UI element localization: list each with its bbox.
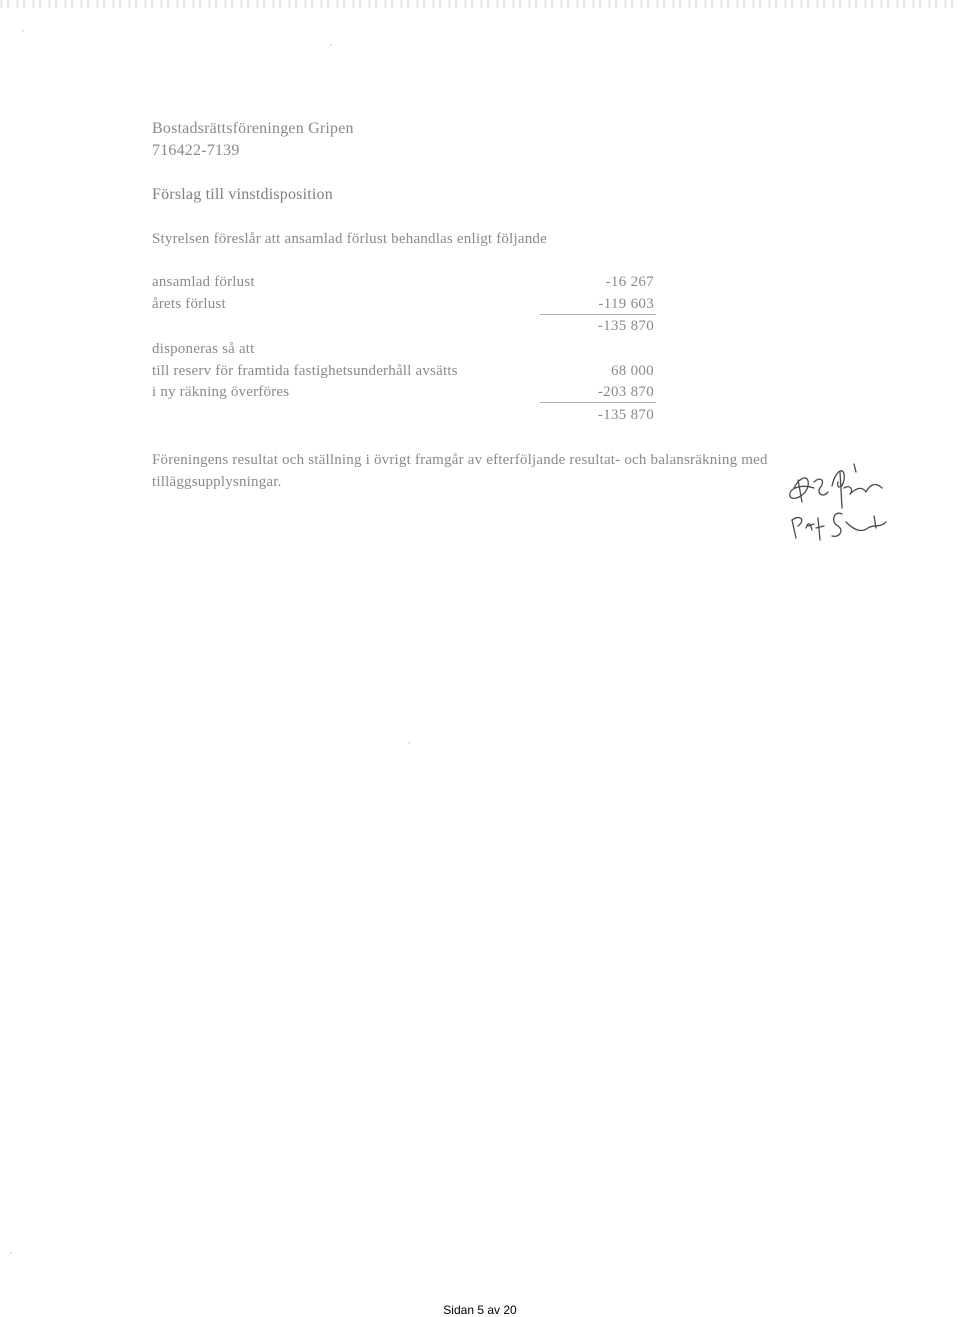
intro-text: Styrelsen föreslår att ansamlad förlust behandlas enligt följande — [152, 231, 547, 247]
disposition-label-carried-forward: i ny räkning överföres — [152, 384, 290, 400]
page-heading: Förslag till vinstdisposition — [152, 186, 333, 203]
line-label-accumulated-loss: ansamlad förlust — [152, 274, 255, 290]
disposition-intro: disponeras så att — [152, 341, 255, 357]
disposition-amount-carried-forward: -203 870 — [597, 384, 654, 400]
scan-speck — [10, 1252, 12, 1254]
org-name: Bostadsrättsföreningen Gripen — [152, 120, 354, 137]
subtotal-amount: -135 870 — [597, 318, 654, 334]
subtotal-rule — [540, 314, 656, 315]
line-amount-year-loss: -119 603 — [598, 296, 654, 312]
scan-speck — [22, 30, 24, 32]
line-label-year-loss: årets förlust — [152, 296, 226, 312]
scan-speck — [330, 44, 332, 46]
scan-edge-artifact — [0, 0, 960, 8]
closing-text-line-2: tilläggsupplysningar. — [152, 474, 282, 490]
scan-speck — [408, 742, 410, 744]
line-amount-accumulated-loss: -16 267 — [605, 274, 654, 290]
total-amount: -135 870 — [597, 407, 654, 423]
disposition-amount-reserve: 68 000 — [610, 363, 654, 379]
org-number: 716422-7139 — [152, 142, 240, 159]
total-rule — [540, 402, 656, 403]
closing-text-line-1: Föreningens resultat och ställning i övrigt framgår av efterföljande resultat- och balansräkning med — [152, 452, 768, 468]
handwritten-signatures — [780, 458, 910, 548]
page-footer: Sidan 5 av 20 — [443, 1303, 517, 1317]
disposition-label-reserve: till reserv för framtida fastighetsunderhåll avsätts — [152, 363, 458, 379]
